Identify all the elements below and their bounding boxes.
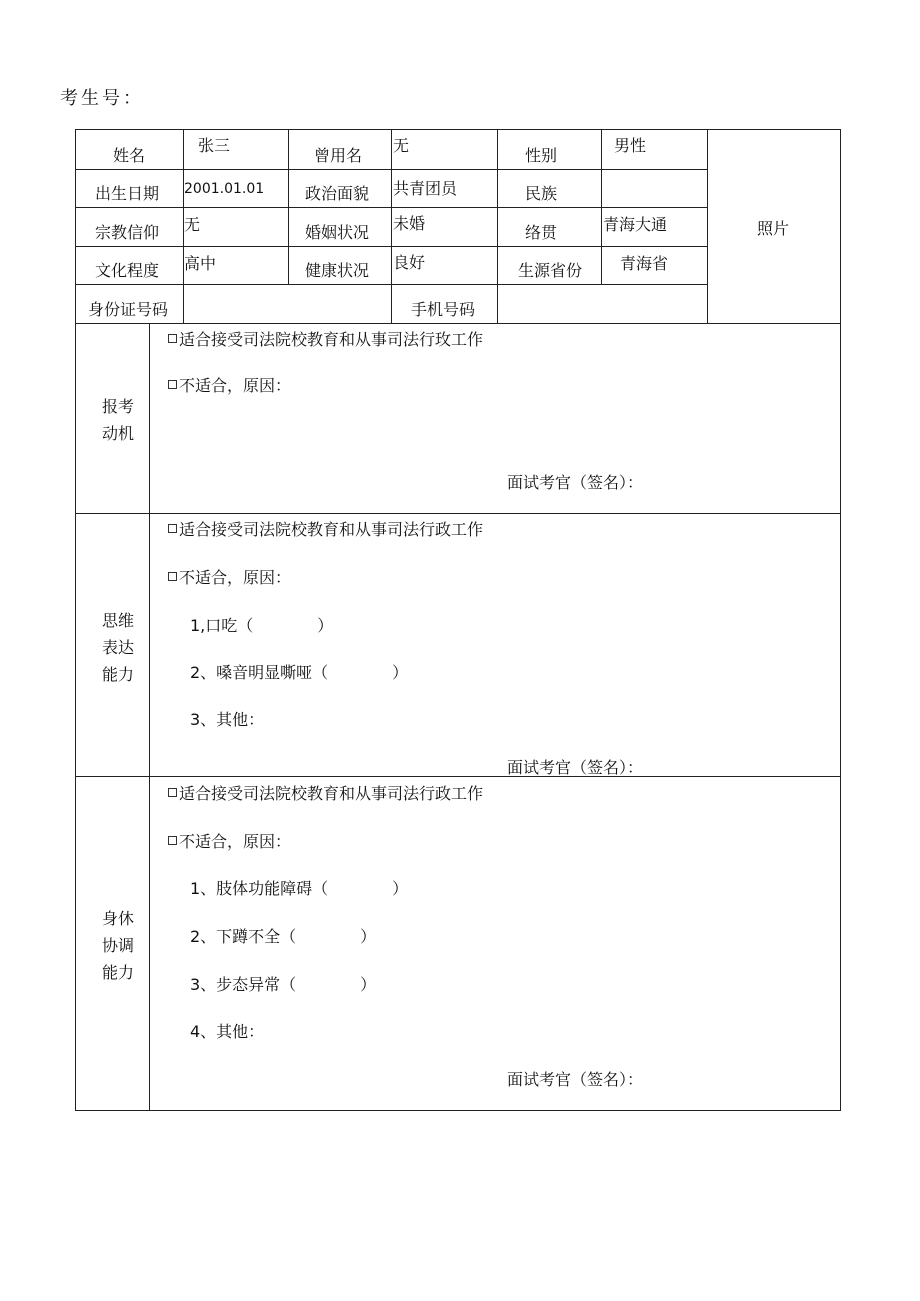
col-divider [288,130,289,284]
coordination-reason-squat[interactable]: 2、下蹲不全（ ） [190,927,377,946]
education-value[interactable]: 高中 [184,254,217,273]
expression-reason-other[interactable]: 3、其他： [190,710,265,729]
name-label: 姓名 [113,146,146,165]
former-name-value[interactable]: 无 [393,136,410,155]
expression-suitable-text: 适合接受司法院校教育和从事司法行政工作 [179,520,484,539]
checkbox-icon[interactable] [168,572,177,581]
motivation-suitable-text: 适合接受司法院校教育和从事司法行玫工作 [179,330,484,349]
gender-value[interactable]: 男性 [614,136,647,155]
marital-status-label: 婚姻状况 [305,223,370,242]
expression-section-label [88,607,148,688]
political-status-label: 政治面貌 [305,184,370,203]
native-place-value[interactable]: 青海大通 [603,215,668,234]
expression-unsuitable-option[interactable] [168,568,291,588]
coordination-reason-gait[interactable]: 3、步态异常（ ） [190,975,377,994]
religion-label: 宗教信仰 [95,223,160,242]
expression-signature[interactable]: 面试考官（签名）： [507,758,644,777]
checkbox-icon[interactable] [168,524,177,533]
expression-unsuitable-text: 不适合，原因： [179,568,292,587]
former-name-label: 曾用名 [314,146,363,165]
phone-label: 手机号码 [411,300,476,319]
motivation-unsuitable-option[interactable] [168,376,291,396]
col-divider [601,130,602,284]
marital-status-value[interactable]: 未婚 [393,214,426,233]
native-place-label: 络贯 [525,223,558,242]
coordination-suitable-text: 适合接受司法院校教育和从事司法行政工作 [179,784,484,803]
motivation-unsuitable-text: 不适合，原因： [179,376,292,395]
coordination-label-line: 身休 [101,909,134,928]
col-divider [497,130,498,323]
birth-date-label: 出生日期 [95,184,160,203]
section-divider [76,776,841,777]
motivation-section-label [88,393,148,447]
religion-value[interactable]: 无 [184,215,201,234]
checkbox-icon[interactable] [168,836,177,845]
gender-label: 性别 [525,146,558,165]
col-divider [391,130,392,323]
coordination-label-line: 协调 [101,936,134,955]
coordination-reason-limb[interactable]: 1、肢体功能障碍（ ） [190,879,409,898]
coordination-suitable-option[interactable] [168,784,483,804]
motivation-suitable-option[interactable] [168,330,483,350]
coordination-label-line: 能力 [101,963,134,982]
coordination-unsuitable-text: 不适合，原因： [179,832,292,851]
political-status-value[interactable]: 共青团员 [393,179,458,198]
expression-suitable-option[interactable] [168,520,483,540]
col-divider [707,130,708,323]
motivation-label-line: 动机 [101,424,134,443]
ethnicity-label: 民族 [525,184,558,203]
health-label: 健康状况 [305,261,370,280]
expression-label-line: 表达 [101,638,134,657]
section-label-divider [149,323,150,1111]
name-value[interactable]: 张三 [198,136,231,155]
origin-province-value[interactable]: 青海省 [620,254,669,273]
id-number-label: 身份证号码 [88,300,169,319]
health-value[interactable]: 良好 [393,253,426,272]
expression-reason-stutter[interactable]: 1,口吃（ ） [190,616,334,635]
expression-label-line: 能力 [101,665,134,684]
coordination-unsuitable-option[interactable] [168,832,291,852]
motivation-signature[interactable]: 面试考官（签名）： [507,473,644,492]
photo-placeholder[interactable]: 照片 [757,219,790,238]
interview-form-table [75,129,841,1111]
coordination-signature[interactable]: 面试考官（签名）： [507,1070,644,1089]
coordination-reason-other[interactable]: 4、其他： [190,1022,265,1041]
motivation-label-line: 报考 [101,397,134,416]
checkbox-icon[interactable] [168,334,177,343]
section-divider [76,513,841,514]
checkbox-icon[interactable] [168,788,177,797]
checkbox-icon[interactable] [168,380,177,389]
row-divider [76,323,841,324]
birth-date-value[interactable]: 2001.01.01 [184,181,265,197]
exam-number-label: 考生号： [60,88,144,109]
coordination-section-label [88,905,148,986]
expression-label-line: 思维 [101,611,134,630]
expression-reason-hoarse[interactable]: 2、嗓音明显嘶哑（ ） [190,663,409,682]
education-label: 文化程度 [95,261,160,280]
origin-province-label: 生源省份 [518,261,583,280]
